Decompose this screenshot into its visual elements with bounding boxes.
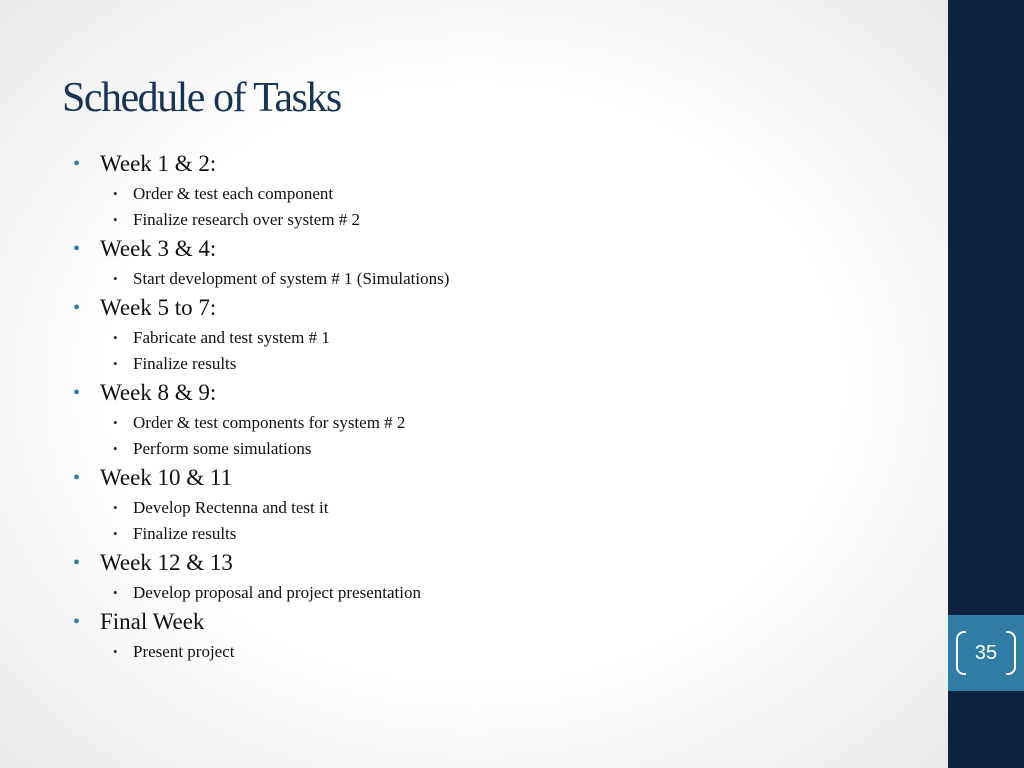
sub-bullet [72, 327, 912, 349]
bullet-text: Week 5 to 7: [100, 295, 217, 320]
bullet-dot-icon: • [113, 186, 118, 201]
bullet-text: Week 8 & 9: [100, 380, 217, 405]
sub-bullet-text: Finalize results [133, 354, 237, 373]
sub-bullet [72, 353, 912, 375]
sub-bullet [72, 641, 912, 663]
bullet-text: Week 10 & 11 [100, 465, 233, 490]
bullet-dot-icon: • [113, 271, 118, 286]
bullet-final-week [72, 608, 912, 636]
bullet-week-8-9 [72, 379, 912, 407]
bullet-week-3-4 [72, 235, 912, 263]
sub-bullet-text: Order & test each component [133, 184, 334, 203]
bullet-dot-icon: • [73, 382, 81, 404]
bullet-text: Week 1 & 2: [100, 151, 217, 176]
sub-bullet [72, 412, 912, 434]
bullet-dot-icon: • [113, 500, 118, 515]
sub-bullet [72, 183, 912, 205]
bullet-text: Week 3 & 4: [100, 236, 217, 261]
bullet-dot-icon: • [113, 526, 118, 541]
bullet-week-1-2 [72, 150, 912, 178]
bullet-dot-icon: • [113, 330, 118, 345]
bullet-dot-icon: • [73, 467, 81, 489]
bullet-week-12-13 [72, 549, 912, 577]
page-number: 35 [974, 642, 998, 664]
page-number-badge [948, 615, 1024, 691]
bullet-dot-icon: • [113, 415, 118, 430]
sub-bullet-text: Start development of system # 1 (Simulations) [133, 269, 450, 288]
bullet-dot-icon: • [113, 585, 118, 600]
right-bracket-icon [1006, 631, 1016, 675]
bullet-dot-icon: • [113, 356, 118, 371]
bullet-dot-icon: • [113, 212, 118, 227]
sub-bullet-text: Fabricate and test system # 1 [133, 328, 330, 347]
bullet-dot-icon: • [73, 153, 81, 175]
sub-bullet-text: Present project [133, 642, 235, 661]
bullet-dot-icon: • [73, 238, 81, 260]
slide-title: Schedule of Tasks [62, 75, 341, 121]
sub-bullet-text: Perform some simulations [133, 439, 312, 458]
bullet-dot-icon: • [73, 611, 81, 633]
sub-bullet [72, 209, 912, 231]
sub-bullet-text: Order & test components for system # 2 [133, 413, 406, 432]
sub-bullet [72, 497, 912, 519]
bullet-week-5-7 [72, 294, 912, 322]
sub-bullet-text: Develop Rectenna and test it [133, 498, 329, 517]
sub-bullet [72, 438, 912, 460]
bullet-dot-icon: • [113, 441, 118, 456]
bullet-text: Week 12 & 13 [100, 550, 233, 575]
bullet-dot-icon: • [113, 644, 118, 659]
sub-bullet-text: Finalize research over system # 2 [133, 210, 361, 229]
bullet-week-10-11 [72, 464, 912, 492]
sub-bullet-text: Develop proposal and project presentation [133, 583, 421, 602]
bullet-text: Final Week [100, 609, 205, 634]
sub-bullet [72, 582, 912, 604]
bullet-dot-icon: • [73, 552, 81, 574]
sub-bullet-text: Finalize results [133, 524, 237, 543]
sub-bullet [72, 523, 912, 545]
bullet-list [72, 150, 912, 667]
bullet-dot-icon: • [73, 297, 81, 319]
sub-bullet [72, 268, 912, 290]
